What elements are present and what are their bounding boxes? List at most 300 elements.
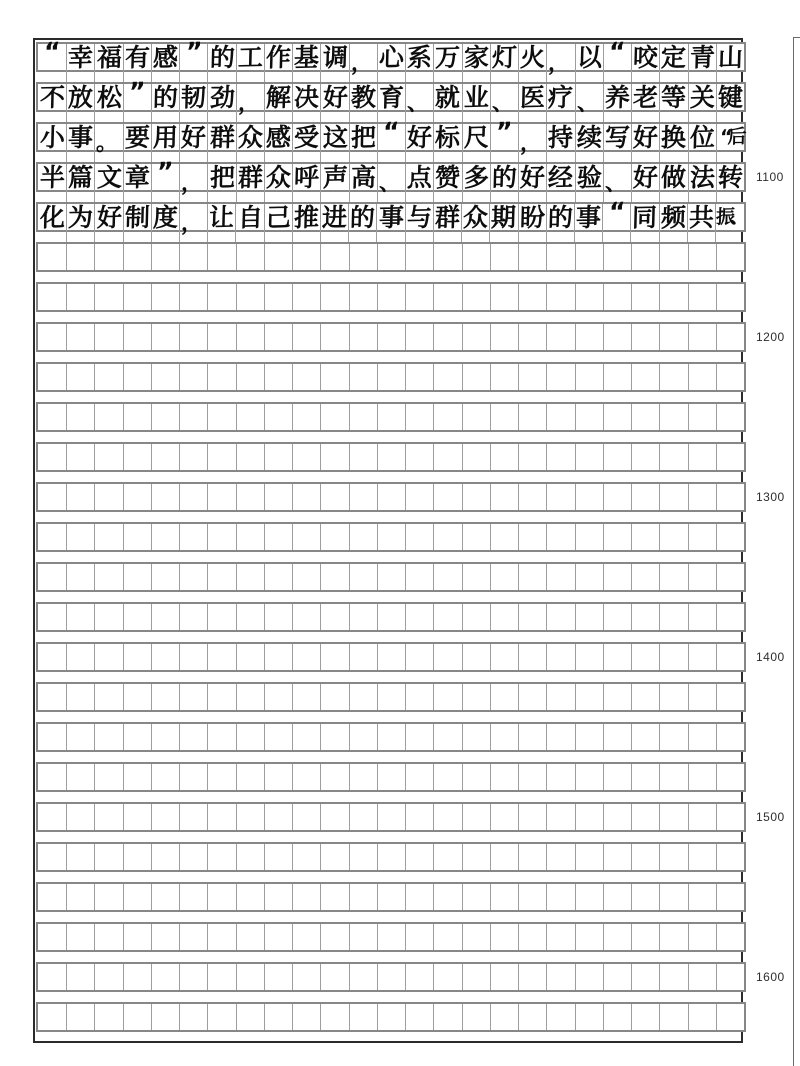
grid-cell bbox=[66, 924, 94, 950]
grid-cell bbox=[603, 884, 631, 910]
grid-cell bbox=[462, 84, 490, 122]
grid-cell bbox=[405, 484, 433, 510]
handwritten-char: 、 bbox=[378, 170, 402, 197]
grid-cell bbox=[546, 764, 574, 790]
grid-cell bbox=[603, 764, 631, 790]
handwritten-char: 用 bbox=[152, 122, 179, 153]
grid-cell bbox=[236, 724, 264, 750]
grid-cell bbox=[575, 244, 603, 270]
grid-cell bbox=[659, 524, 687, 550]
grid-cell bbox=[320, 884, 348, 910]
handwritten-char: 青 bbox=[689, 42, 716, 73]
handwritten-char: 好 bbox=[180, 122, 207, 153]
grid-cell bbox=[631, 484, 659, 510]
grid-cell bbox=[264, 844, 292, 870]
grid-cell bbox=[433, 804, 461, 830]
grid-cell bbox=[716, 804, 744, 830]
grid-cell bbox=[94, 324, 122, 350]
grid-cell bbox=[236, 684, 264, 710]
grid-cell bbox=[405, 44, 433, 82]
grid-cell bbox=[405, 644, 433, 670]
grid-cell bbox=[151, 1004, 179, 1030]
grid-cell bbox=[264, 44, 292, 82]
grid-cell bbox=[207, 1004, 235, 1030]
grid-cell bbox=[207, 644, 235, 670]
grid-cell bbox=[349, 924, 377, 950]
handwritten-char: 劲 bbox=[209, 82, 235, 113]
grid-cell bbox=[659, 804, 687, 830]
grid-cell bbox=[716, 604, 744, 630]
grid-cell bbox=[179, 764, 207, 790]
grid-row bbox=[36, 882, 746, 912]
grid-cell bbox=[631, 804, 659, 830]
grid-cell bbox=[292, 564, 320, 590]
grid-cell bbox=[151, 804, 179, 830]
grid-cell bbox=[123, 844, 151, 870]
grid-cell bbox=[490, 324, 518, 350]
grid-cell bbox=[659, 924, 687, 950]
grid-cell bbox=[631, 924, 659, 950]
grid-cell bbox=[94, 364, 122, 390]
grid-cell bbox=[490, 364, 518, 390]
grid-cell bbox=[349, 524, 377, 550]
grid-cell bbox=[151, 564, 179, 590]
grid-cell bbox=[320, 164, 348, 202]
grid-cell bbox=[490, 44, 518, 82]
grid-cell bbox=[575, 164, 603, 202]
grid-cell bbox=[630, 204, 658, 242]
grid-cell bbox=[716, 764, 744, 790]
grid-cell bbox=[207, 884, 235, 910]
grid-cell bbox=[349, 1004, 377, 1030]
grid-cell bbox=[433, 964, 461, 990]
handwritten-char: 为 bbox=[67, 202, 94, 233]
grid-cell bbox=[38, 524, 66, 550]
handwritten-char: 章 bbox=[124, 162, 151, 193]
grid-cell bbox=[405, 684, 433, 710]
grid-cell bbox=[320, 964, 348, 990]
grid-cell bbox=[546, 964, 574, 990]
grid-cell bbox=[688, 164, 716, 202]
handwritten-char: 群 bbox=[237, 162, 264, 193]
grid-cell bbox=[659, 884, 687, 910]
handwritten-char: 的 bbox=[547, 202, 574, 233]
grid-cell bbox=[151, 924, 179, 950]
grid-cell bbox=[433, 884, 461, 910]
handwritten-char: 等 bbox=[660, 82, 687, 113]
handwritten-char: 要 bbox=[124, 122, 151, 153]
grid-cell bbox=[631, 764, 659, 790]
grid-cell bbox=[94, 604, 122, 630]
grid-cell bbox=[603, 804, 631, 830]
grid-cell bbox=[405, 444, 433, 470]
grid-cell bbox=[292, 124, 320, 162]
grid-cell bbox=[659, 844, 687, 870]
grid-cell bbox=[236, 564, 264, 590]
handwritten-char: “后 bbox=[719, 125, 742, 149]
grid-cell bbox=[518, 764, 546, 790]
grid-cell bbox=[575, 404, 603, 430]
handwritten-char: 半 bbox=[39, 162, 66, 193]
grid-cell bbox=[603, 964, 631, 990]
grid-row bbox=[36, 362, 746, 392]
grid-cell bbox=[688, 924, 716, 950]
grid-cell bbox=[292, 444, 320, 470]
grid-cell bbox=[349, 84, 377, 122]
grid-cell bbox=[207, 764, 235, 790]
grid-cell bbox=[546, 564, 574, 590]
grid-cell bbox=[264, 244, 292, 270]
handwritten-char: 、 bbox=[491, 90, 515, 117]
grid-cell bbox=[377, 284, 405, 310]
adjacent-page-divider-tick bbox=[793, 37, 800, 38]
handwritten-char: 解 bbox=[265, 82, 292, 113]
grid-cell bbox=[66, 84, 94, 122]
handwritten-char: 感 bbox=[265, 122, 292, 153]
grid-cell bbox=[377, 724, 405, 750]
handwritten-char: 做 bbox=[660, 162, 687, 193]
grid-cell bbox=[688, 844, 716, 870]
grid-cell bbox=[631, 1004, 659, 1030]
grid-cell bbox=[38, 244, 66, 270]
grid-cell bbox=[490, 116, 518, 162]
grid-row bbox=[36, 682, 746, 712]
grid-cell bbox=[151, 724, 179, 750]
grid-cell bbox=[659, 964, 687, 990]
handwritten-char: 事 bbox=[67, 122, 94, 153]
grid-cell bbox=[462, 484, 490, 510]
grid-cell bbox=[179, 404, 207, 430]
handwritten-char: 共 bbox=[688, 202, 715, 233]
handwritten-char: ” bbox=[156, 156, 175, 187]
grid-cell bbox=[546, 484, 574, 510]
grid-cell bbox=[462, 444, 490, 470]
grid-cell bbox=[575, 84, 603, 122]
char-count-marker: 1400 bbox=[756, 650, 785, 664]
grid-cell bbox=[38, 844, 66, 870]
grid-cell bbox=[123, 204, 151, 242]
handwritten-char: 让 bbox=[208, 202, 235, 233]
grid-row bbox=[36, 962, 746, 992]
grid-cell bbox=[490, 724, 518, 750]
grid-cell bbox=[38, 884, 66, 910]
grid-cell bbox=[179, 884, 207, 910]
grid-cell bbox=[631, 844, 659, 870]
grid-cell bbox=[716, 444, 744, 470]
grid-cell bbox=[264, 884, 292, 910]
grid-cell bbox=[151, 404, 179, 430]
grid-cell bbox=[94, 244, 122, 270]
grid-cell bbox=[575, 524, 603, 550]
handwritten-char: 众 bbox=[462, 202, 489, 233]
grid-cell bbox=[688, 884, 716, 910]
grid-cell bbox=[38, 964, 66, 990]
handwritten-char: 好 bbox=[632, 162, 659, 193]
grid-cell bbox=[123, 76, 151, 122]
grid-cell bbox=[688, 244, 716, 270]
handwritten-char: 好 bbox=[322, 82, 348, 113]
grid-cell bbox=[94, 404, 122, 430]
grid-cell bbox=[659, 764, 687, 790]
grid-cell bbox=[603, 404, 631, 430]
grid-cell bbox=[66, 804, 94, 830]
grid-cell bbox=[151, 364, 179, 390]
grid-cell bbox=[66, 844, 94, 870]
handwritten-char: 群 bbox=[434, 202, 461, 233]
handwritten-char: “ bbox=[608, 36, 627, 67]
grid-cell bbox=[38, 324, 66, 350]
grid-cell bbox=[659, 204, 687, 242]
grid-cell bbox=[575, 644, 603, 670]
grid-cell bbox=[518, 444, 546, 470]
grid-cell bbox=[688, 124, 716, 162]
grid-cell bbox=[405, 364, 433, 390]
grid-cell bbox=[377, 244, 405, 270]
grid-cell bbox=[179, 684, 207, 710]
grid-cell bbox=[603, 644, 631, 670]
grid-cell bbox=[123, 964, 151, 990]
grid-cell bbox=[94, 684, 122, 710]
grid-cell bbox=[179, 364, 207, 390]
grid-cell bbox=[264, 524, 292, 550]
grid-cell bbox=[433, 764, 461, 790]
grid-cell bbox=[207, 524, 235, 550]
grid-cell bbox=[348, 204, 376, 242]
grid-cell bbox=[94, 484, 122, 510]
grid-cell bbox=[518, 284, 546, 310]
grid-cell bbox=[320, 484, 348, 510]
grid-cell bbox=[575, 364, 603, 390]
grid-cell bbox=[546, 524, 574, 550]
grid-cell bbox=[349, 964, 377, 990]
grid-cell bbox=[66, 764, 94, 790]
handwritten-char: 老 bbox=[632, 82, 659, 113]
grid-cell bbox=[518, 684, 546, 710]
grid-cell bbox=[433, 1004, 461, 1030]
grid-cell bbox=[349, 684, 377, 710]
grid-cell bbox=[715, 204, 744, 242]
grid-cell bbox=[405, 804, 433, 830]
grid-cell bbox=[490, 564, 518, 590]
grid-cell bbox=[179, 644, 207, 670]
grid-row bbox=[36, 602, 746, 632]
grid-cell bbox=[462, 604, 490, 630]
grid-cell bbox=[688, 684, 716, 710]
grid-row bbox=[36, 116, 746, 157]
handwritten-char: 振、 bbox=[715, 205, 745, 229]
grid-cell bbox=[462, 324, 490, 350]
grid-cell bbox=[659, 404, 687, 430]
grid-cell bbox=[490, 964, 518, 990]
grid bbox=[36, 36, 746, 1042]
grid-cell bbox=[574, 204, 602, 242]
grid-cell bbox=[179, 1004, 207, 1030]
grid-cell bbox=[405, 284, 433, 310]
grid-cell bbox=[377, 44, 405, 82]
grid-cell bbox=[264, 804, 292, 830]
grid-cell bbox=[179, 204, 207, 242]
grid-cell bbox=[292, 484, 320, 510]
grid-cell bbox=[66, 884, 94, 910]
grid-cell bbox=[688, 44, 716, 82]
grid-cell bbox=[236, 804, 264, 830]
grid-cell bbox=[38, 684, 66, 710]
handwritten-char: 度 bbox=[152, 202, 179, 233]
grid-cell bbox=[688, 564, 716, 590]
grid-cell bbox=[546, 1004, 574, 1030]
grid-cell bbox=[66, 564, 94, 590]
grid-cell bbox=[349, 44, 377, 82]
handwritten-char: 期 bbox=[491, 202, 517, 233]
grid-cell bbox=[518, 644, 546, 670]
grid-cell bbox=[207, 404, 235, 430]
handwritten-char: 赞 bbox=[435, 162, 461, 193]
handwritten-char: 的 bbox=[152, 82, 179, 113]
grid-cell bbox=[433, 644, 461, 670]
grid-cell bbox=[462, 524, 490, 550]
grid-cell bbox=[38, 564, 66, 590]
grid-cell bbox=[433, 284, 461, 310]
grid-cell bbox=[433, 604, 461, 630]
grid-cell bbox=[179, 324, 207, 350]
grid-cell bbox=[264, 1004, 292, 1030]
handwritten-char: 山 bbox=[717, 42, 744, 73]
grid-cell bbox=[546, 444, 574, 470]
grid-cell bbox=[518, 1004, 546, 1030]
grid-cell bbox=[659, 564, 687, 590]
grid-cell bbox=[349, 484, 377, 510]
grid-cell bbox=[207, 364, 235, 390]
grid-cell bbox=[38, 604, 66, 630]
grid-cell bbox=[292, 684, 320, 710]
grid-cell bbox=[38, 404, 66, 430]
grid-cell bbox=[377, 884, 405, 910]
grid-cell bbox=[659, 124, 687, 162]
handwritten-char: ， bbox=[180, 170, 204, 197]
grid-cell bbox=[38, 804, 66, 830]
handwritten-char: 的 bbox=[491, 162, 518, 193]
grid-cell bbox=[716, 284, 744, 310]
grid-cell bbox=[433, 364, 461, 390]
grid-cell bbox=[94, 964, 122, 990]
grid-cell bbox=[179, 484, 207, 510]
handwritten-char: 有 bbox=[124, 42, 151, 73]
grid-cell bbox=[433, 84, 461, 122]
grid-row bbox=[36, 762, 746, 792]
grid-cell bbox=[66, 364, 94, 390]
handwritten-char: 换 bbox=[660, 122, 687, 153]
grid-cell bbox=[631, 84, 659, 122]
grid-cell bbox=[179, 36, 207, 82]
handwritten-char: 感 bbox=[152, 42, 179, 73]
grid-cell bbox=[179, 804, 207, 830]
grid-cell bbox=[66, 124, 94, 162]
grid-cell bbox=[236, 444, 264, 470]
grid-cell bbox=[716, 484, 744, 510]
grid-cell bbox=[38, 84, 66, 122]
grid-row bbox=[36, 642, 746, 672]
grid-cell bbox=[433, 524, 461, 550]
grid-cell bbox=[151, 844, 179, 870]
grid-cell bbox=[123, 764, 151, 790]
adjacent-page-divider-line bbox=[793, 37, 794, 1066]
grid-cell bbox=[123, 284, 151, 310]
grid-cell bbox=[377, 964, 405, 990]
handwritten-char: 进 bbox=[321, 202, 348, 233]
grid-cell bbox=[603, 1004, 631, 1030]
grid-cell bbox=[66, 724, 94, 750]
handwritten-char: ， bbox=[180, 210, 204, 237]
grid-cell bbox=[490, 804, 518, 830]
handwritten-char: “ bbox=[382, 116, 401, 147]
grid-cell bbox=[518, 844, 546, 870]
grid-cell bbox=[349, 844, 377, 870]
grid-cell bbox=[292, 204, 320, 242]
grid-cell bbox=[631, 604, 659, 630]
grid-cell bbox=[716, 564, 744, 590]
grid-cell bbox=[349, 124, 377, 162]
grid-cell bbox=[236, 284, 264, 310]
grid-cell bbox=[716, 124, 744, 162]
grid-cell bbox=[123, 324, 151, 350]
grid-cell bbox=[151, 884, 179, 910]
grid-cell bbox=[38, 484, 66, 510]
grid-cell bbox=[518, 364, 546, 390]
grid-cell bbox=[235, 204, 263, 242]
grid-cell bbox=[716, 244, 744, 270]
grid-cell bbox=[207, 324, 235, 350]
grid-cell bbox=[292, 324, 320, 350]
grid-cell bbox=[320, 204, 348, 242]
grid-cell bbox=[433, 44, 461, 82]
grid-cell bbox=[659, 164, 687, 202]
handwritten-char: 心 bbox=[378, 42, 405, 73]
grid-cell bbox=[38, 924, 66, 950]
grid-cell bbox=[207, 244, 235, 270]
grid-cell bbox=[66, 684, 94, 710]
grid-cell bbox=[236, 884, 264, 910]
grid-cell bbox=[38, 364, 66, 390]
grid-cell bbox=[377, 164, 405, 202]
grid-cell bbox=[264, 364, 292, 390]
grid-cell bbox=[462, 404, 490, 430]
grid-cell bbox=[518, 604, 546, 630]
grid-cell bbox=[236, 764, 264, 790]
grid-cell bbox=[377, 1004, 405, 1030]
grid-cell bbox=[490, 844, 518, 870]
handwritten-char: 多 bbox=[463, 162, 490, 193]
grid-cell bbox=[66, 604, 94, 630]
char-count-marker: 1500 bbox=[756, 810, 785, 824]
grid-cell bbox=[66, 524, 94, 550]
grid-cell bbox=[179, 244, 207, 270]
handwritten-char: 作 bbox=[265, 42, 292, 73]
handwritten-char: 教 bbox=[350, 82, 377, 113]
handwritten-char: 把 bbox=[209, 162, 235, 193]
grid-cell bbox=[151, 244, 179, 270]
grid-cell bbox=[264, 84, 292, 122]
grid-cell bbox=[292, 44, 320, 82]
grid-cell bbox=[349, 404, 377, 430]
grid-cell bbox=[659, 724, 687, 750]
grid-cell bbox=[462, 804, 490, 830]
grid-cell bbox=[292, 804, 320, 830]
grid-cell bbox=[462, 564, 490, 590]
grid-cell bbox=[603, 244, 631, 270]
grid-cell bbox=[377, 404, 405, 430]
grid-cell bbox=[377, 484, 405, 510]
grid-cell bbox=[207, 84, 235, 122]
